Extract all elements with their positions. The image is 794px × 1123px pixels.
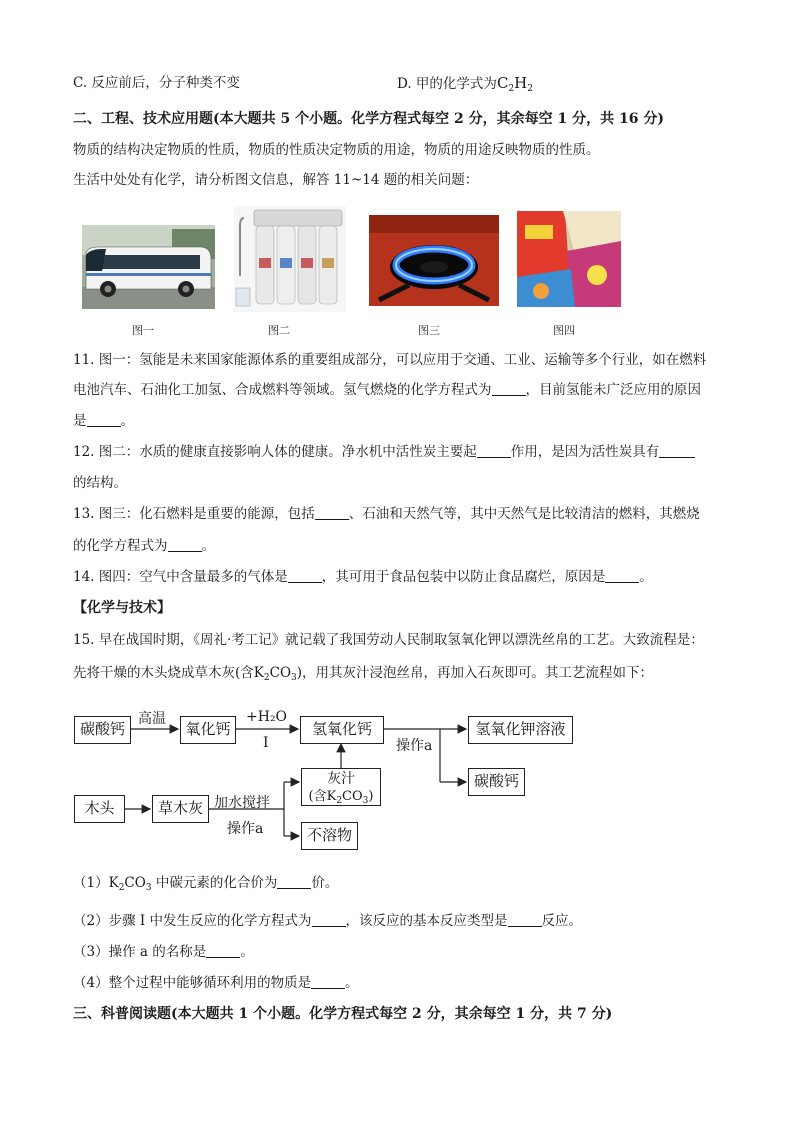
node-calcium-hydroxide: 氢氧化钙 [300,716,384,744]
label-operation-a-top: 操作a [396,738,433,754]
q15-sub2: （2）步骤 I 中发生反应的化学方程式为 ，该反应的基本反应类型是 反应。 [73,913,583,929]
q14-line: 14. 图四：空气中含量最多的气体是 ，其可用于食品包装中以防止食品腐烂，原因是 。 [73,569,653,585]
node-plant-ash: 草木灰 [152,795,209,823]
answer-blank [508,912,542,927]
figure-2-caption: 图二 [268,324,290,337]
label-add-water: +H₂O [246,709,288,725]
q15-sub1: $(1)K_2CO_3$ 中碳元素的化合价为 价。 [73,875,339,893]
q12-line2: 的结构。 [73,475,127,491]
node-wood: 木头 [74,795,125,823]
q13-line2: 的化学方程式为 。 [73,538,215,554]
q15-line1: 15. 早在战国时期，《周礼·考工记》就记载了我国劳动人民制取氢氧化钾以漂洗丝帛的工艺。大致流程是： [73,632,704,648]
ash-liquid-title: 灰汁 [327,771,355,787]
tech-heading: 【化学与技术】 [73,600,171,616]
node-koh-solution: 氢氧化钾溶液 [468,716,573,744]
formula-c2h2: $C_2H_2$ [496,74,533,94]
figure-1-caption: 图一 [132,324,154,337]
q11-line2: 电池汽车、石油化工加氢、合成燃料等领域。氢气燃烧的化学方程式为 ，目前氢能未广泛应用的原因 [73,382,701,398]
q12-line1: 12. 图二：水质的健康直接影响人体的健康。净水机中活性炭主要起 作用，是因为活性炭具有 [73,442,695,462]
answer-blank [312,912,346,927]
q11-line3: 是 。 [73,413,134,429]
label-high-temp: 高温 [138,711,166,727]
section3-heading: 三、科普阅读题(本大题共 1 个小题。化学方程式每空 2 分，其余每空 1 分，共 7 分) [73,1006,613,1022]
q15-line2: 先将干燥的木头烧成草木灰(含$K_2CO_3$)，用其灰汁浸泡丝帛，再加入石灰即可。其工艺流程如下： [73,665,654,683]
label-add-water-stir: 加水搅拌 [214,795,270,811]
node-calcium-carbonate: 碳酸钙 [74,716,131,744]
q15-sub4: （4）整个过程中能够循环利用的物质是 。 [73,975,359,991]
label-step-one: I [263,735,269,751]
node-calcium-oxide: 氧化钙 [180,716,236,744]
node-ash-liquid [301,768,381,806]
ash-liquid-note: (含$K_2CO_3$) [308,789,374,806]
node-insoluble: 不溶物 [301,822,358,850]
answer-blank [277,874,311,889]
option-d-prefix: D. 甲的化学式为 [397,76,497,92]
option-c: C. 反应前后，分子种类不变 [73,75,240,91]
node-calcium-carbonate-product: 碳酸钙 [468,768,525,796]
label-operation-a-bottom: 操作a [227,821,264,837]
section2-heading: 二、工程、技术应用题(本大题共 5 个小题。化学方程式每空 2 分，其余每空 1 分，共 16 分) [73,111,664,127]
answer-blank [311,974,345,989]
section2-intro2: 生活中处处有化学，请分析图文信息，解答 11~14 题的相关问题： [73,172,479,188]
q11-line1: 11. 图一：氢能是未来国家能源体系的重要组成部分，可以应用于交通、工业、运输等多个行业，如在燃料 [73,352,707,368]
section2-intro1: 物质的结构决定物质的性质，物质的性质决定物质的用途，物质的用途反映物质的性质。 [73,142,600,158]
figure-3-caption: 图三 [418,324,440,337]
figure-4-caption: 图四 [553,324,575,337]
answer-blank [206,943,240,958]
q15-sub3: （3）操作 a 的名称是 。 [73,944,254,960]
q13-line1: 13. 图三：化石燃料是重要的能源，包括 、石油和天然气等，其中天然气是比较清洁的燃料，其燃烧 [73,506,700,522]
